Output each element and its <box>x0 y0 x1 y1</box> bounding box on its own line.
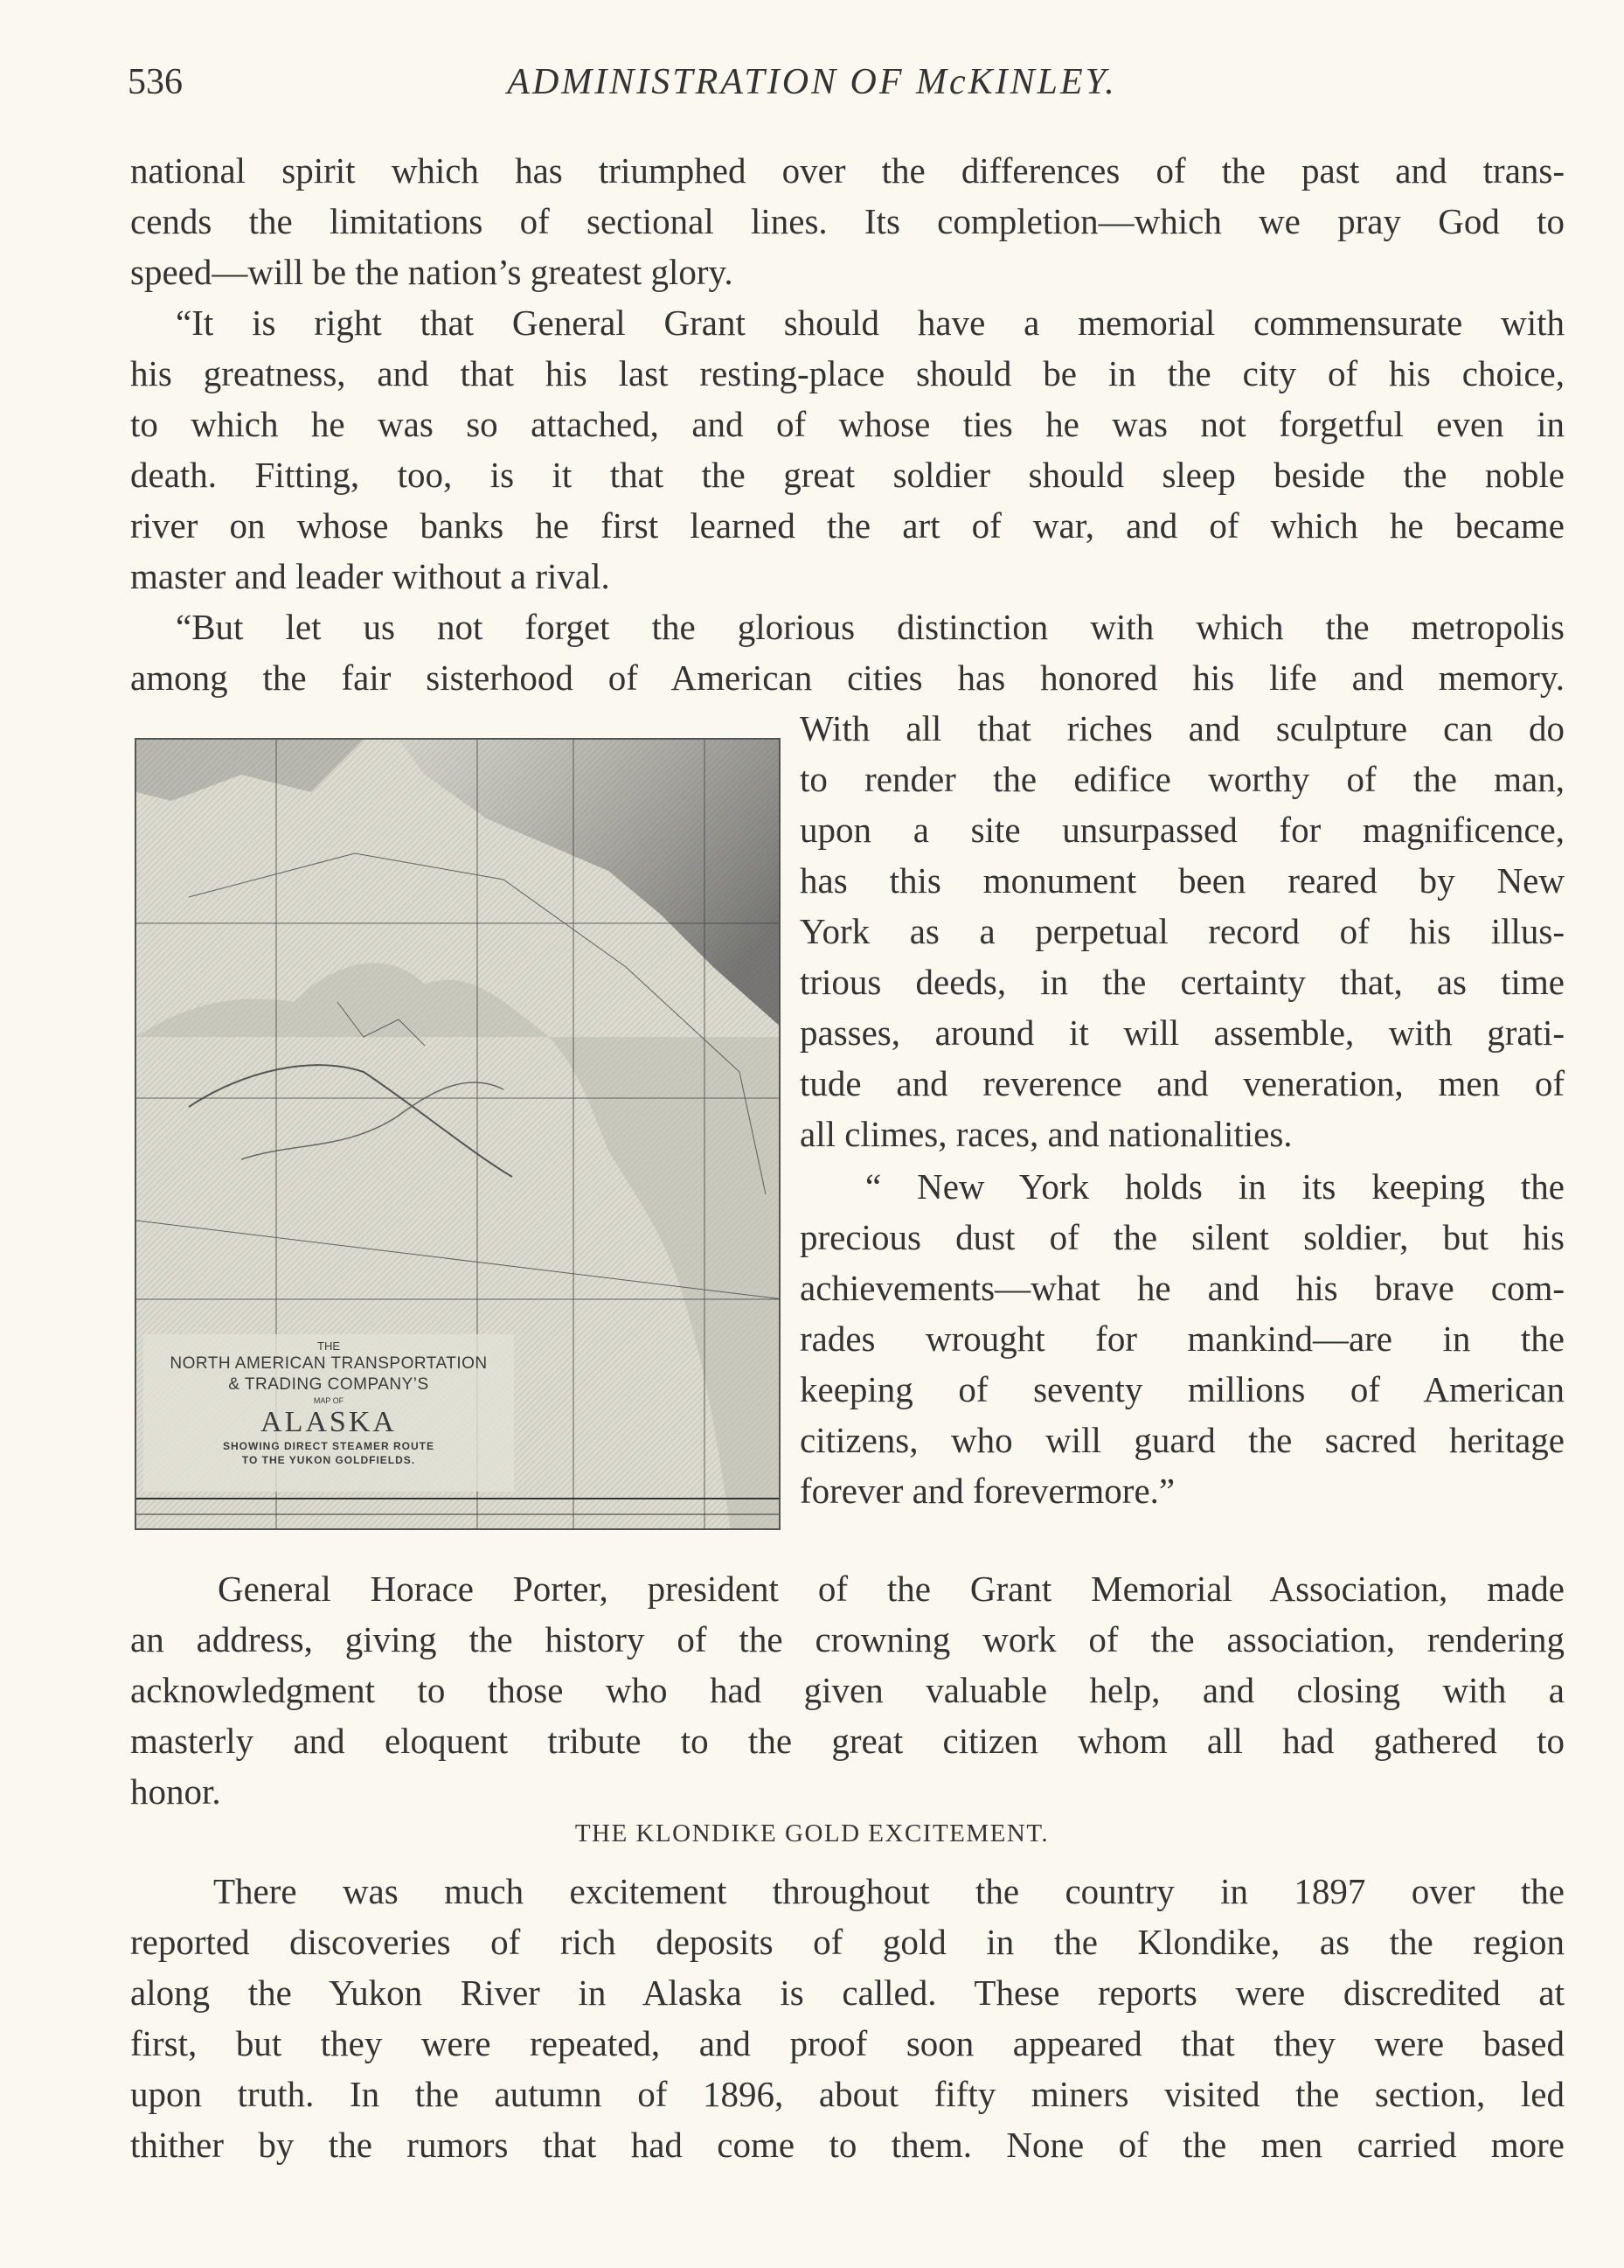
text-line: precious dust of the silent soldier, but his <box>800 1217 1565 1257</box>
text-line: to which he was so attached, and of whose ties he was not forgetful even in <box>130 404 1565 444</box>
text-line: trious deeds, in the certainty that, as time <box>800 962 1565 1002</box>
text-line: “ New York holds in its keeping the <box>865 1166 1565 1207</box>
map-caption-title: ALASKA <box>260 1406 397 1438</box>
text-line: river on whose banks he first learned the art of war, and of which he became <box>130 505 1565 546</box>
text-line: master and leader without a rival. <box>130 556 610 596</box>
text-line: There was much excitement throughout the country in 1897 over the <box>213 1871 1565 1911</box>
text-line: speed—will be the nation’s greatest glory. <box>130 252 733 292</box>
text-line: cends the limitations of sectional lines. Its completion—which we pray God to <box>130 201 1565 241</box>
text-line: “It is right that General Grant should have a memorial commensurate with <box>176 303 1565 343</box>
text-line: tude and reverence and veneration, men of <box>800 1063 1565 1103</box>
map-caption-subtitle-1: SHOWING DIRECT STEAMER ROUTE <box>222 1440 434 1452</box>
map-caption-map-of: MAP OF <box>313 1396 344 1405</box>
running-title: ADMINISTRATION OF McKINLEY. <box>507 62 1117 102</box>
text-line: keeping of seventy millions of American <box>800 1369 1565 1409</box>
text-line: upon a site unsurpassed for magnificence, <box>800 810 1565 850</box>
text-line: With all that riches and sculpture can do <box>800 708 1565 748</box>
text-line: “But let us not forget the glorious distinction with which the metropolis <box>176 607 1565 647</box>
text-line: upon truth. In the autumn of 1896, about fifty miners visited the section, led <box>130 2074 1565 2114</box>
map-caption-the: THE <box>317 1339 340 1353</box>
text-line: acknowledgment to those who had given valuable help, and closing with a <box>130 1670 1565 1710</box>
text-line: national spirit which has triumphed over the differences of the past and trans- <box>130 150 1565 191</box>
text-line: his greatness, and that his last resting-place should be in the city of his choice, <box>130 353 1565 393</box>
text-line: thither by the rumors that had come to them. None of the men carried more <box>130 2125 1565 2165</box>
section-heading: THE KLONDIKE GOLD EXCITEMENT. <box>574 1819 1050 1847</box>
map-caption-subtitle-2: TO THE YUKON GOLDFIELDS. <box>241 1454 416 1466</box>
text-line: reported discoveries of rich deposits of gold in the Klondike, as the region <box>130 1922 1565 1962</box>
text-line: citizens, who will guard the sacred heritage <box>800 1420 1565 1460</box>
page-number: 536 <box>128 62 183 102</box>
text-line: first, but they were repeated, and proof soon appeared that they were based <box>130 2023 1565 2063</box>
map-caption-company-line-1: NORTH AMERICAN TRANSPORTATION <box>170 1354 488 1373</box>
text-line: achievements—what he and his brave com- <box>800 1268 1565 1308</box>
text-line: forever and forevermore.” <box>800 1471 1176 1511</box>
alaska-map-illustration <box>135 738 781 1530</box>
text-line: York as a perpetual record of his illus- <box>800 911 1565 951</box>
text-line: an address, giving the history of the crowning work of the association, rendering <box>130 1619 1565 1659</box>
text-line: General Horace Porter, president of the Grant Memorial Association, made <box>218 1569 1565 1609</box>
text-line: along the Yukon River in Alaska is called. These reports were discredited at <box>130 1972 1565 2013</box>
text-line: among the fair sisterhood of American cities has honored his life and memory. <box>130 657 1565 698</box>
text-line: all climes, races, and nationalities. <box>800 1114 1293 1154</box>
text-line: to render the edifice worthy of the man, <box>800 759 1565 799</box>
text-line: death. Fitting, too, is it that the great soldier should sleep beside the noble <box>130 455 1565 495</box>
map-caption-company-line-2: & TRADING COMPANY’S <box>228 1375 429 1394</box>
text-line: passes, around it will assemble, with grati- <box>800 1012 1565 1053</box>
text-line: rades wrought for mankind—are in the <box>800 1318 1565 1359</box>
text-line: honor. <box>130 1771 221 1812</box>
text-line: masterly and eloquent tribute to the great citizen whom all had gathered to <box>130 1721 1565 1761</box>
map-caption <box>149 1339 509 1467</box>
text-line: has this monument been reared by New <box>800 860 1565 901</box>
